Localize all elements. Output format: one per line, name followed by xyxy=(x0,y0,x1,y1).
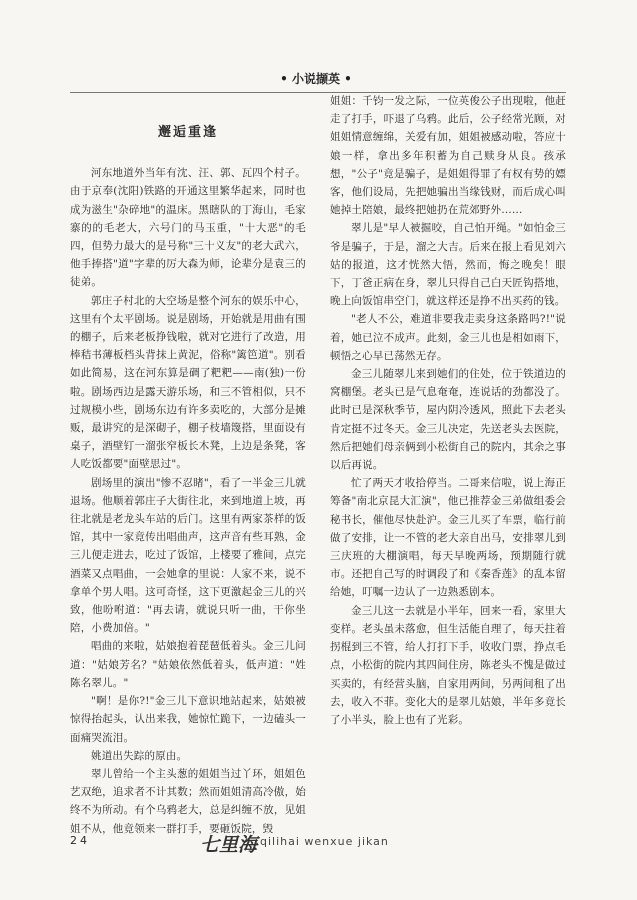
magazine-logo: 七里海 xyxy=(200,834,258,856)
story-title: 邂逅重逢 xyxy=(157,125,218,140)
paragraph: 唱曲的来啦，姑娘抱着琵琶低着头。金三儿问道："姑娘芳名？"姑娘依然低着头，低声道："姓陈名翠儿。" xyxy=(70,640,306,689)
paragraph: 姐姐：千钧一发之际，一位英俊公子出现啦，他赶走了打手，吓退了乌鸦。此后，公子经常光顾，对姐姐情意缠绵，关爱有加，姐姐被感动啦，答应十娘一样，拿出多年积蓄为自己赎身从良。孩承想，"公子"竟是骗子，是姐姐得罪了有权有势的嫖客，他们设局，先把她骗出当缘钱财，而后成心叫她掉土陪娘，最终把她扔在荒郊野外…… xyxy=(330,95,566,217)
paragraph: 姚道出失踪的原由。 xyxy=(91,749,188,762)
paragraph: 忙了两天才收拾停当。二哥来信啦，说上海正筹备"南北京昆大汇演"，他已推荐金三弟做组委会秘书长，催他尽快赴沪。金三儿买了车票，临行前做了安排，让一不管的老大亲自出马，安排翠儿到三庆班的大棚演唱，每天早晚两场，预期随行就市。还把自己写的时调段了和《秦香莲》的乱本留给她，叮嘱一边认了一边熟悉剧本。 xyxy=(330,477,566,599)
paragraph: 河东地道外当年有沈、汪、郭、瓦四个村子。由于京奉(沈阳)铁路的开通这里繁华起来，同时也成为滋生"杂碎地"的温床。黑瞎队的丁海山，毛家寨的的毛老大，六号门的马玉重，"十大恶"的毛四，但势力最大的是号称"三十义友"的老大武六，他手捧搭"道"字辈的厉大森为师，论辈分是袁三的徒弟。 xyxy=(70,167,306,289)
paragraph: 翠儿是"早人被掘咬，自己怕开绳。"如怕金三爷是骗子，于是，溜之大吉。后来在报上看见刘六姑的报道，这才恍然大悟，然而，悔之晚矣！眼下，丁爸正病在身，翠儿只得自己白天匠钩搭地，晚上向饭馆串空门，就这样还是挣不出买药的钱。 xyxy=(330,222,566,308)
paragraph: 翠儿曾给一个主头葱的姐姐当过丫环，姐姐色艺双绝，追求者不计其数；然而姐姐清高冷傲，始终不为所动。有个乌鸦老大，总是纠缠不放，见姐姐不从，他竟领来一群打手，要砸饭院，毁 xyxy=(70,767,306,835)
paragraph: 金三儿这一去就是小半年，回来一看，家里大变样。老头虽未落愈，但生活能自理了，每天拄着拐棍到三不管，给人打打下手，收收门票，挣点毛点，小松街的院内其四间住房，陈老头不愧是做过买卖的，有经营头脑，自家用两间，另两间租了出去，收入不菲。变化大的是翠儿姑娘，半年多竟长了小半头，脸上也有了光彩。 xyxy=(330,604,566,726)
paragraph: 金三儿随翠儿来到她们的住处，位于铁道边的窝棚堡。老头已是气息奄奄，连说话的劲都没了。此时已是深秋季节，屋内阴冷透风，照此下去老头肯定挺不过冬天。金三儿决定，先送老头去医院，然后把她们母亲俩到小松街自己的院内，其余之事以后再说。 xyxy=(330,368,566,472)
paragraph: "啊！是你?!"金三儿下意识地站起来，姑娘被惊得抬起头，认出来我，她惊忙跪下，一边磕头一面痛哭流泪。 xyxy=(70,695,306,744)
paragraph: 郭庄子村北的大空场是整个河东的娱乐中心，这里有个太平剧场。说是剧场，开始就是用曲有围的棚子，后来老板挣钱啦，就对它进行了改造，用棒秸书薄板档头背抹上黄泥，俗称"篱笆道"。别看如此简易，这在河东算是碉了粑粑——南(独)一份啦。剧场西边是露天游乐场，和三不管相似，只不过规模小些，剧场东边有许多卖吃的，大部分是摊贩，最讲究的是深砌子，棚子枝墙篾搭，里面设有桌子，酒壁钉一溜张窄板长木凳，上边是条凳，客人吃饭都要"面壁思过"。 xyxy=(70,294,306,471)
page-footer xyxy=(70,830,566,860)
paragraph: 剧场里的演出"惨不忍睹"，看了一半金三儿就退场。他顺着郭庄子大街往北，来到地道上坡，再往北就是老龙头车站的后门。这里有两家茶样的饭馆，其中一家竟传出唱曲声，这声音有些耳熟，金三儿便走进去，吃过了饭馆，上楼要了雅间，点完酒菜又点唱曲，一会她拿的里说：人家不来，说不拿单个男人唱。这可奇怪，这下更激起金三儿的兴致，他吩咐道："再去请，就说只听一曲，干你坐陪，小费加倍。" xyxy=(70,476,306,635)
section-banner: • 小说撷英 • xyxy=(280,72,352,86)
paragraph: "老人不公，难道非要我走卖身这条路吗?!"说着，她已泣不成声。此刻，金三儿也是相如雨下，顿悟之心早已荡然无存。 xyxy=(330,313,566,362)
magazine-pinyin: qilihai wenxue jikan xyxy=(260,835,389,848)
page-number: 24 xyxy=(70,834,90,847)
right-column xyxy=(330,92,566,729)
left-column xyxy=(70,92,306,838)
